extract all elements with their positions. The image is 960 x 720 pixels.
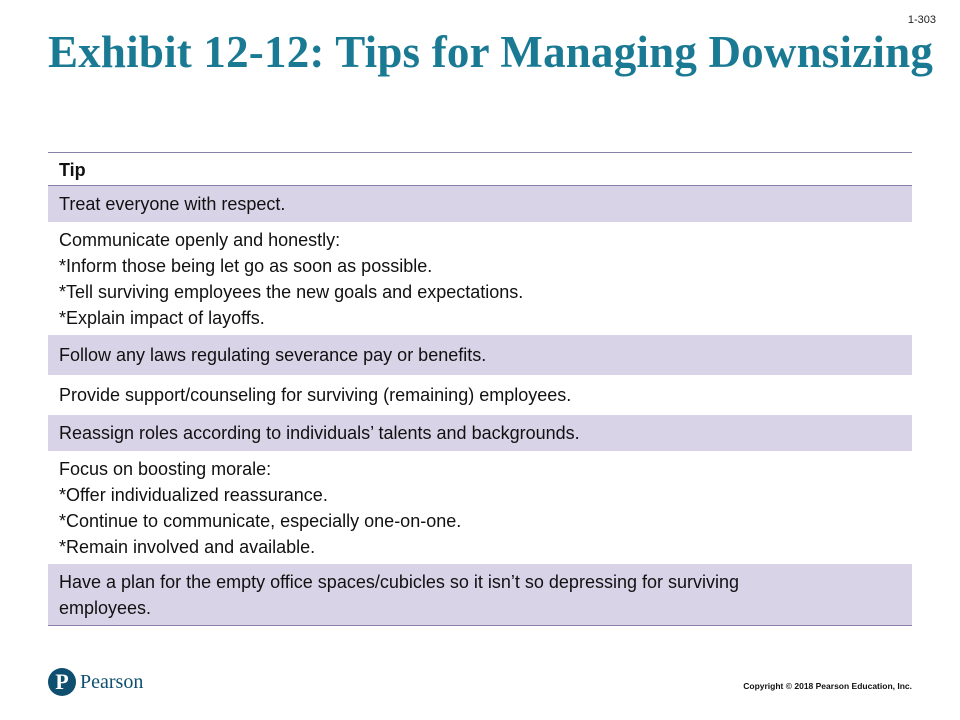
row-line: Reassign roles according to individuals’ talents and backgrounds. [59,423,580,443]
table-row [48,415,912,451]
table-row [48,335,912,375]
row-line: employees. [59,597,152,618]
table-header: Tip [48,153,912,186]
table-row [48,564,912,625]
row-line: Treat everyone with respect. [59,194,286,214]
table-row [48,451,912,564]
tips-table [48,152,912,626]
row-line: Focus on boosting morale: [59,458,272,479]
pearson-p-icon: P [48,668,76,696]
table-row [48,186,912,222]
slide-title: Exhibit 12-12: Tips for Managing Downsizing [48,27,934,77]
row-line: *Continue to communicate, especially one-on-one. [59,510,462,531]
row-line: Communicate openly and honestly: [59,229,341,250]
row-line: *Tell surviving employees the new goals and expectations. [59,281,524,302]
row-line: *Offer individualized reassurance. [59,484,328,505]
row-line: *Remain involved and available. [59,536,316,557]
table-row [48,222,912,335]
row-line: *Explain impact of layoffs. [59,307,265,328]
row-line: Follow any laws regulating severance pay or benefits. [59,345,487,365]
pearson-logo [48,668,143,696]
row-line: *Inform those being let go as soon as possible. [59,255,433,276]
row-line: Have a plan for the empty office spaces/cubicles so it isn’t so depressing for surviving [59,571,740,592]
row-line: Provide support/counseling for surviving (remaining) employees. [59,385,572,405]
table-row [48,375,912,415]
slide-number: 1-303 [907,14,936,26]
pearson-wordmark: Pearson [80,670,144,693]
copyright-notice: Copyright © 2018 Pearson Education, Inc. [743,681,912,691]
